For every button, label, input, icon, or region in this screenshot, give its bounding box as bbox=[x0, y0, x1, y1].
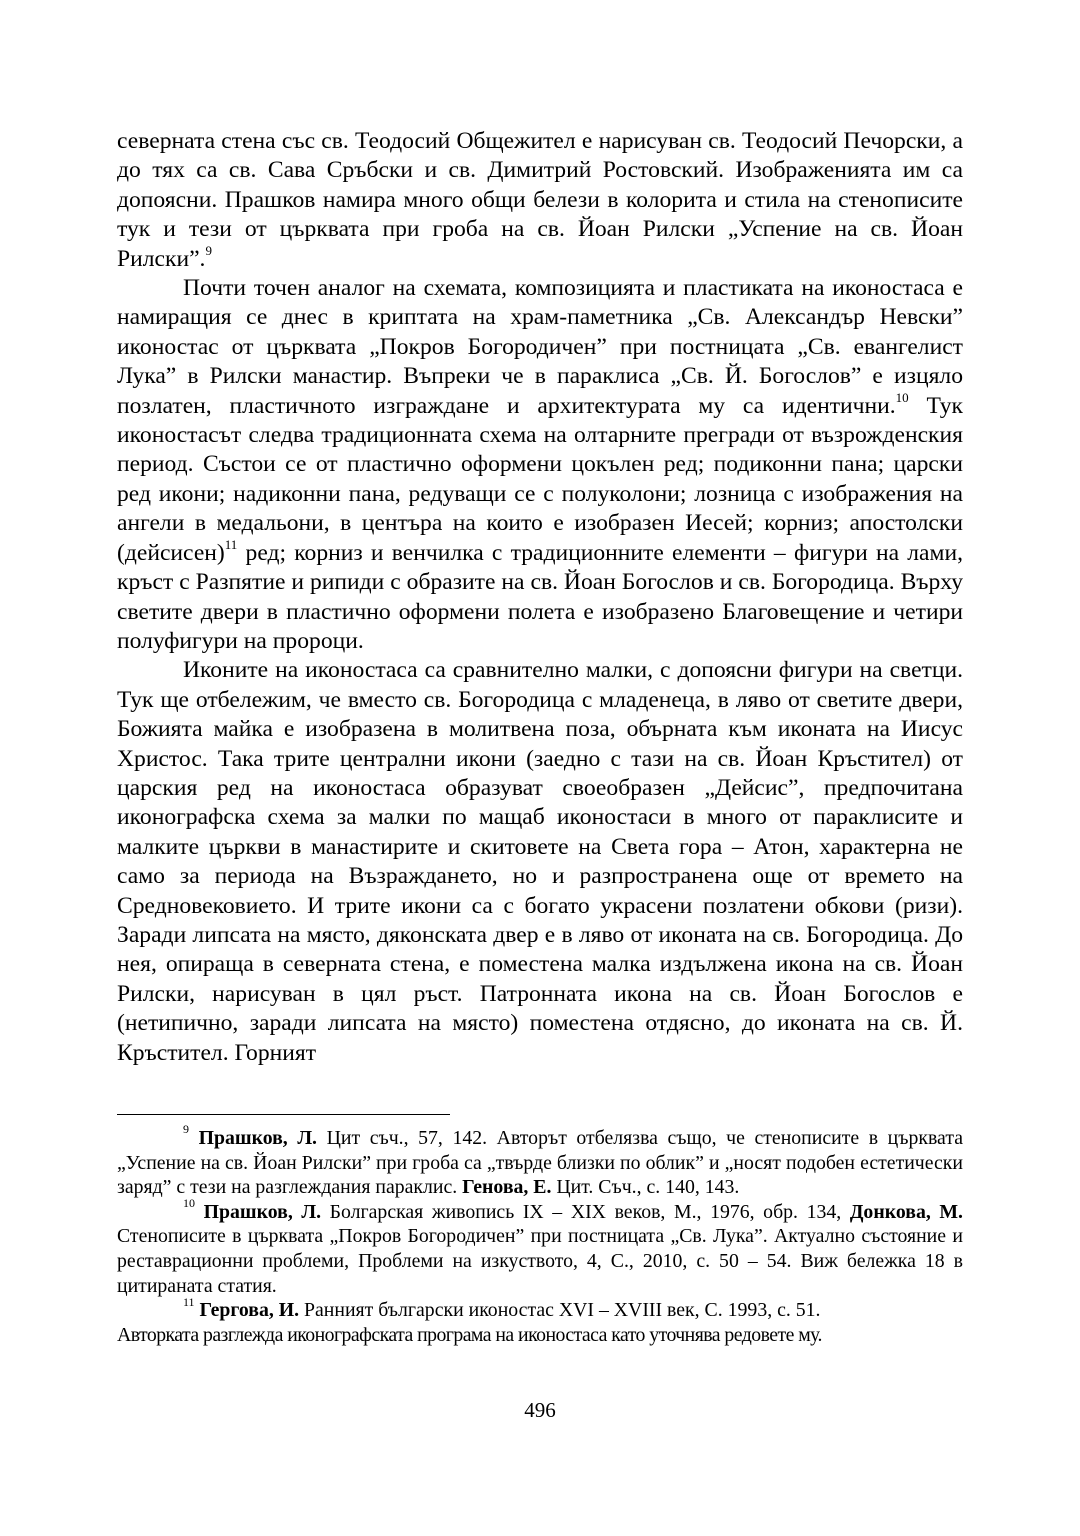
cited-author: Прашков, Л. bbox=[203, 1200, 322, 1223]
text-run: Ранният български иконостас XVI – XVIII век, С. 1993, с. 51. bbox=[299, 1299, 821, 1322]
paragraph bbox=[117, 274, 963, 656]
text-run: Стенописите в църквата „Покров Богородичен” при постницата „Св. Лука”. Актуално състояние и реставрационни проблеми, Проблеми на изкуството, 4, С., 2010, с. 50 – 54. Виж бележка 18 в цитираната статия. bbox=[117, 1225, 963, 1297]
body-text bbox=[117, 127, 963, 1068]
cited-author: Донкова, М. bbox=[849, 1200, 964, 1223]
text-run: Цит съч., 57, 142. Авторът отбелязва също, че стенописите в църквата „Успение на св. Йоан Рилски” при гроба са „твърде близки по облик” и „носят подобен естетически заряд” с тези на разглеждания параклис. bbox=[117, 1127, 963, 1199]
paragraph bbox=[117, 127, 963, 274]
footnote-ref: 10 bbox=[895, 389, 909, 405]
footnote-ref: 11 bbox=[224, 536, 238, 552]
cited-author: Генова, Е. bbox=[462, 1176, 552, 1199]
footnote bbox=[117, 1294, 963, 1323]
footnote-separator bbox=[117, 1114, 450, 1115]
page-number: 496 bbox=[524, 1398, 556, 1422]
footnote bbox=[117, 1122, 963, 1200]
text-run: Цит. Съч., с. 140, 143. bbox=[551, 1176, 740, 1199]
text-run: Тук иконостасът следва традиционната схема на олтарните прегради от възрожденския период. Състои се от пластично оформени цокълен ред; подиконни пана; царски ред икони; надиконни пана, редуващи се с полуколони; лозница с изображения на ангели в медальони, в центъра на които е изобразен Иесей; корниз; апостолски (дейсисен) bbox=[117, 392, 963, 566]
footnote-number: 10 bbox=[183, 1196, 195, 1211]
text-run: Почти точен аналог на схемата, композицията и пластиката на иконостаса е намиращия се днес в криптата на храм-паметника „Св. Александър Невски” иконостас от църквата „Покров Богородичен” при постницата „Св. евангелист Лука” в Рилски манастир. Въпреки че в параклиса „Св. Й. Богослов” е изцяло позлатен, пластичното изграждане и архитектурата му са идентични. bbox=[117, 275, 963, 419]
footnote-number: 11 bbox=[183, 1294, 195, 1309]
footnote-continuation: Авторката разглежда иконографската програма на иконостаса като уточнява редовете му. bbox=[117, 1323, 822, 1346]
footnotes bbox=[117, 1122, 964, 1347]
text-run: северната стена със св. Теодосий Общежител е нарисуван св. Теодосий Печорски, а до тях са св. Сава Сръбски и св. Димитрий Ростовский. Изображенията им са допоясни. Прашков намира много общи белези в колорита и стила на стенописите тук и тези от църквата при гроба на св. Йоан Рилски „Успение на св. Йоан Рилски”. bbox=[117, 128, 963, 272]
cited-author: Гергова, И. bbox=[199, 1299, 300, 1322]
text-run: Иконите на иконостаса са сравнително малки, с допоясни фигури на светци. Тук ще отбележим, че вместо св. Богородица с младенеца, в ляво от светите двери, Божията майка е изобразена в молитвена поза, обърната към иконата на Иисус Христос. Така трите централни икони (заедно с тази на св. Йоан Кръстител) от царския ред на иконостаса образуват своеобразен „Дейсис”, предпочитана иконографска схема за малки по мащаб иконостаси в много от параклисите и малките църкви в манастирите и скитовете на Света гора – Атон, характерна не само за периода на Възраждането, но и разпространена още от времето на Средновековието. И трите икони са с богато украсени позлатени обкови (ризи). Заради липсата на място, дяконската двер е в ляво от иконата на св. Богородица. До нея, опираща в северната стена, е поместена малка издължена икона на св. Йоан Рилски, нарисуван в цял ръст. Патронната икона на св. Йоан Богослов е (нетипично, заради липсата на място) поместена отдясно, до иконата на св. Й. Кръстител. Горният bbox=[117, 657, 963, 1066]
paragraph bbox=[117, 656, 963, 1068]
cited-author: Прашков, Л. bbox=[198, 1127, 318, 1149]
footnote-ref: 9 bbox=[205, 242, 212, 258]
text-run: Болгарская живопись IX – XIX веков, М., 1976, обр. 134, bbox=[321, 1200, 850, 1223]
footnote-number: 9 bbox=[183, 1122, 189, 1137]
text-run: ред; корниз и венчилка с традиционните елементи – фигури на лами, кръст с Разпятие и рипиди с образите на св. Йоан Богослов и св. Богородица. Върху светите двери в пластично оформени полета е изобразено Благовещение и четири полуфигури на пророци. bbox=[117, 539, 963, 654]
footnote bbox=[117, 1196, 964, 1298]
